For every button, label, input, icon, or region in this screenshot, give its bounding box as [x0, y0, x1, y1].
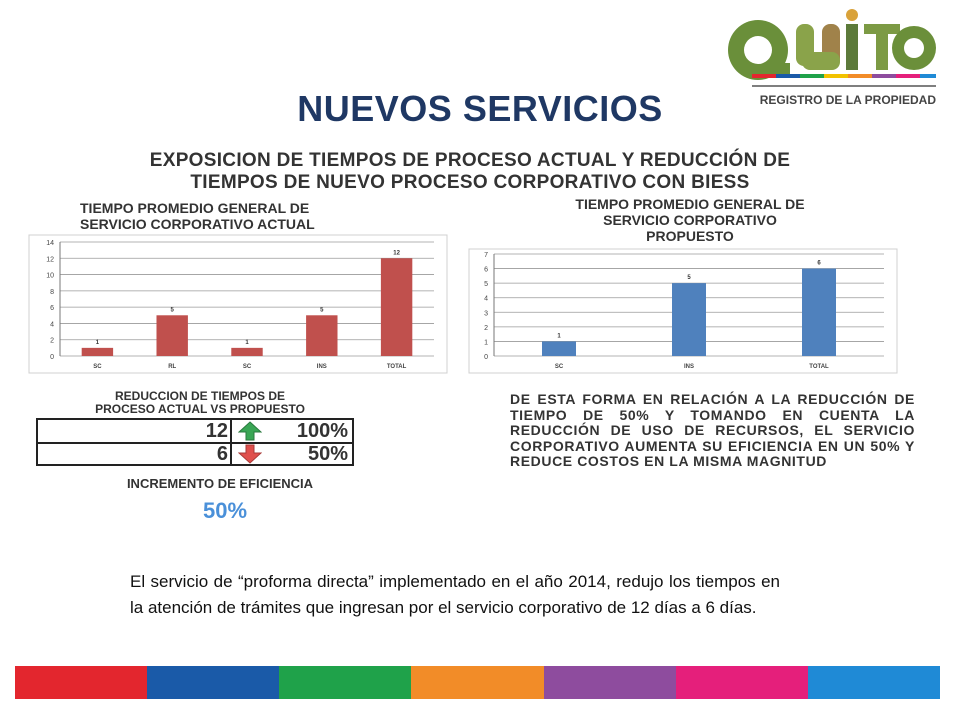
bar-value-label: 6 — [817, 260, 821, 267]
x-tick-label: SC — [93, 364, 102, 370]
bar-value-label: 1 — [95, 339, 100, 346]
y-tick-label: 0 — [484, 354, 488, 361]
x-tick-label: RL — [168, 364, 177, 370]
footer-segment — [147, 666, 279, 699]
bar-value-label: 12 — [393, 250, 400, 257]
page-title: NUEVOS SERVICIOS — [297, 88, 663, 129]
y-tick-label: 6 — [484, 266, 488, 274]
y-tick-label: 2 — [484, 324, 488, 332]
bar — [306, 315, 337, 356]
chart-title-line: TIEMPO PROMEDIO GENERAL DE — [575, 196, 805, 212]
y-tick-label: 2 — [50, 337, 54, 345]
reduction-title-line: REDUCCION DE TIEMPOS DE — [114, 389, 285, 403]
footer-segment — [544, 666, 676, 699]
logo-letters — [728, 9, 936, 80]
chart-actual-title — [60, 200, 440, 232]
footer-segment — [676, 666, 808, 699]
summary-text: DE ESTA FORMA EN RELACIÓN A LA REDUCCIÓN DE TIEMPO DE 50% Y TOMANDO EN CUENTA LA REDUCCIÓN DE USO DE RECURSOS, EL SERVICIO CORPORATIVO AUMENTA SU EFICIENCIA EN UN 50% Y REDUCE COSTOS EN LA MISMA MAGNITUD — [510, 391, 915, 469]
heading-line: EXPOSICION DE TIEMPOS DE PROCESO ACTUAL Y REDUCCIÓN DE — [149, 150, 791, 171]
table-row — [38, 420, 352, 444]
y-tick-label: 12 — [46, 256, 54, 264]
y-tick-label: 14 — [46, 240, 54, 247]
down-arrow-icon — [238, 444, 262, 464]
exposition-heading — [50, 150, 890, 194]
chart-title-line: SERVICIO CORPORATIVO ACTUAL — [80, 216, 315, 232]
footer-segment — [15, 666, 147, 699]
chart-title-line: SERVICIO CORPORATIVO — [603, 212, 777, 228]
bar — [381, 258, 412, 356]
current-percent: 100% — [296, 420, 348, 442]
x-tick-label: SC — [554, 364, 564, 370]
efficiency-value: 50% — [202, 498, 248, 523]
y-tick-label: 0 — [50, 354, 54, 361]
x-tick-label: INS — [683, 364, 695, 370]
chart-proposed — [468, 248, 898, 374]
chart-actual — [28, 234, 448, 374]
footer-color-bar — [15, 666, 940, 699]
bar-value-label: 5 — [687, 275, 691, 282]
proposed-percent: 50% — [307, 443, 348, 465]
bar — [156, 315, 187, 356]
logo-subtitle: REGISTRO DE LA PROPIEDAD — [759, 93, 936, 107]
chart-title-line: TIEMPO PROMEDIO GENERAL DE — [80, 200, 310, 216]
chart-title-line: PROPUESTO — [646, 228, 734, 244]
bar — [82, 348, 113, 356]
proposed-days: 6 — [216, 443, 228, 465]
chart-proposed-title — [490, 196, 890, 244]
x-tick-label: SC — [242, 364, 252, 370]
current-days: 12 — [205, 420, 228, 442]
y-tick-label: 5 — [484, 281, 488, 289]
x-tick-label: TOTAL — [386, 364, 407, 370]
reduction-table — [36, 418, 354, 466]
bar — [802, 269, 836, 356]
up-arrow-icon — [238, 421, 262, 441]
y-tick-label: 3 — [484, 310, 488, 318]
logo-color-strip — [752, 74, 936, 78]
bar-value-label: 1 — [557, 333, 561, 340]
y-tick-label: 6 — [50, 305, 54, 313]
reduction-title-line: PROCESO ACTUAL VS PROPUESTO — [95, 402, 305, 416]
body-paragraph: El servicio de “proforma directa” implementado en el año 2014, redujo los tiempos en la atención de trámites que ingresan por el servicio corporativo de 12 días a 6 días. — [130, 572, 780, 617]
x-tick-label: TOTAL — [809, 364, 829, 370]
y-tick-label: 1 — [484, 339, 488, 347]
y-tick-label: 4 — [484, 295, 488, 303]
y-tick-label: 8 — [50, 288, 54, 296]
bar-value-label: 5 — [320, 307, 324, 314]
bar-value-label: 5 — [170, 307, 174, 314]
footer-segment — [808, 666, 940, 699]
y-tick-label: 10 — [46, 272, 54, 280]
bar — [231, 348, 262, 356]
efficiency-label: INCREMENTO DE EFICIENCIA — [126, 476, 314, 491]
x-tick-label: INS — [316, 364, 327, 370]
footer-segment — [279, 666, 411, 699]
bar-value-label: 1 — [245, 339, 249, 346]
bar — [542, 341, 576, 356]
y-tick-label: 4 — [50, 321, 54, 329]
table-row — [38, 443, 352, 465]
footer-segment — [411, 666, 543, 699]
reduction-title — [50, 390, 350, 416]
heading-line: TIEMPOS DE NUEVO PROCESO CORPORATIVO CON BIESS — [190, 172, 750, 193]
bar — [672, 283, 706, 356]
y-tick-label: 7 — [484, 252, 488, 259]
